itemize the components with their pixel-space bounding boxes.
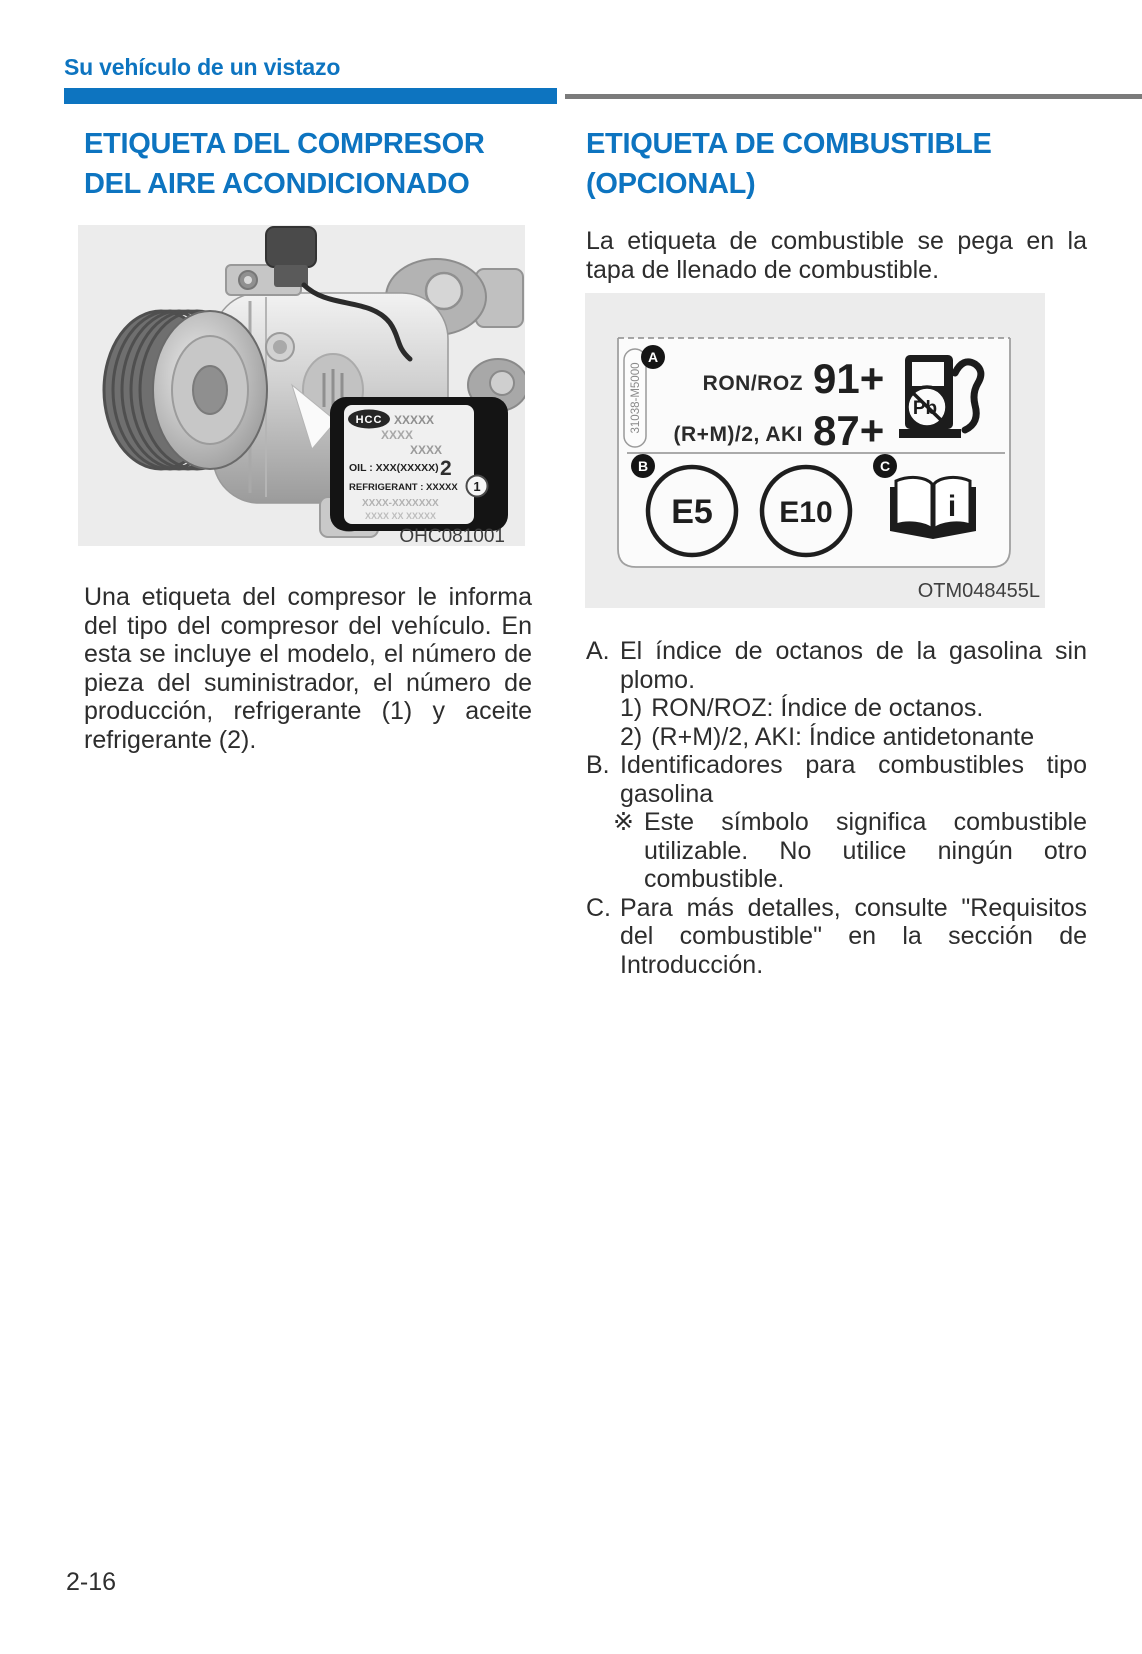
- header-rule: [565, 94, 1142, 99]
- octane-value: 91+: [813, 355, 885, 402]
- label-line: XXXX: [410, 443, 443, 457]
- aki-label: (R+M)/2, AKI: [673, 423, 803, 446]
- list-item-note: [613, 808, 1087, 894]
- list-item-text: Este símbolo significa combustible utilizable. No utilice ningún otro combustible.: [644, 808, 1087, 893]
- list-marker: A.: [586, 637, 610, 665]
- octane-label: RON/ROZ: [702, 372, 803, 395]
- badge-c-text: C: [879, 458, 891, 474]
- list-item-text: (R+M)/2, AKI: Índice antidetonante: [651, 722, 1035, 751]
- part-number-pill: [624, 349, 646, 447]
- badge-a-text: A: [647, 349, 659, 365]
- hcc-logo-text: HCC: [355, 414, 383, 426]
- list-item-a1: [620, 694, 1087, 723]
- compressor-illustration: [78, 225, 525, 546]
- reference-mark-symbol: ※: [613, 808, 634, 836]
- list-item-b: [586, 751, 1087, 808]
- figure-fuel-label: [585, 293, 1045, 608]
- label-line: XXXX: [381, 428, 414, 442]
- section-title-line: (OPCIONAL): [586, 168, 756, 200]
- section-title-fuel-label: [586, 124, 1106, 204]
- label-model-line: XXXXX: [394, 413, 435, 427]
- book-info-text: i: [947, 490, 957, 523]
- part-number-text: 31038-M5000: [630, 362, 642, 434]
- page-number: 2-16: [66, 1568, 117, 1596]
- list-item-a: [586, 637, 1087, 694]
- figure-caption-otm: OTM048455L: [917, 580, 1040, 602]
- list-marker: 1): [620, 694, 643, 722]
- section-title-line: DEL AIRE ACONDICIONADO: [84, 168, 470, 200]
- e5-text: E5: [671, 493, 713, 531]
- list-item-text: Identificadores para combustibles tipo gasolina: [620, 751, 1087, 808]
- list-item-text: RON/ROZ: Índice de octanos.: [651, 694, 984, 722]
- list-item-c: [586, 894, 1087, 980]
- callout-number-2: 2: [440, 457, 452, 480]
- callout-number-1: 1: [473, 479, 481, 494]
- list-item-text: Para más detalles, consulte "Requisitos del combustible" en la sección de Introducción.: [620, 893, 1087, 979]
- header-rule-accent: [64, 88, 557, 104]
- label-refrigerant-line: REFRIGERANT : XXXXX: [349, 482, 458, 493]
- fuel-label-legend-list: [586, 637, 1087, 979]
- compressor-paragraph: Una etiqueta del compresor le informa del tipo del compresor del vehículo. En esta se incluye el modelo, el número de pieza del suministrador, el número de producción, refrigerante (1) y aceite refrigerante (2).: [84, 583, 532, 754]
- running-header: Su vehículo de un vistazo: [64, 54, 341, 80]
- list-marker: B.: [586, 751, 610, 779]
- owners-manual-book-icon: [890, 477, 976, 539]
- label-line: XXXX XX XXXXX: [365, 511, 437, 521]
- pb-text: Pb: [912, 398, 938, 419]
- label-line: XXXX-XXXXXXX: [362, 498, 439, 509]
- e10-text: E10: [779, 496, 833, 529]
- aki-value: 87+: [813, 407, 885, 454]
- figure-compressor: [78, 225, 525, 546]
- fuel-label-illustration: [585, 293, 1045, 608]
- fuel-intro-paragraph: La etiqueta de combustible se pega en la tapa de llenado de combustible.: [586, 227, 1087, 284]
- list-marker: 2): [620, 722, 643, 751]
- list-marker: C.: [586, 893, 611, 922]
- list-item-a2: [620, 723, 1087, 752]
- section-title-line: ETIQUETA DEL COMPRESOR: [84, 128, 485, 160]
- label-oil-line: OIL : XXX(XXXXX): [349, 462, 439, 474]
- figure-caption-ohc: OHC081001: [399, 526, 505, 546]
- badge-b-text: B: [637, 458, 649, 474]
- compressor-pulley: [104, 311, 267, 469]
- list-item-text: El índice de octanos de la gasolina sin plomo.: [620, 637, 1087, 694]
- section-title-compressor-label: [84, 124, 554, 204]
- section-title-line: ETIQUETA DE COMBUSTIBLE: [586, 128, 992, 160]
- compressor-spec-label: [330, 397, 508, 531]
